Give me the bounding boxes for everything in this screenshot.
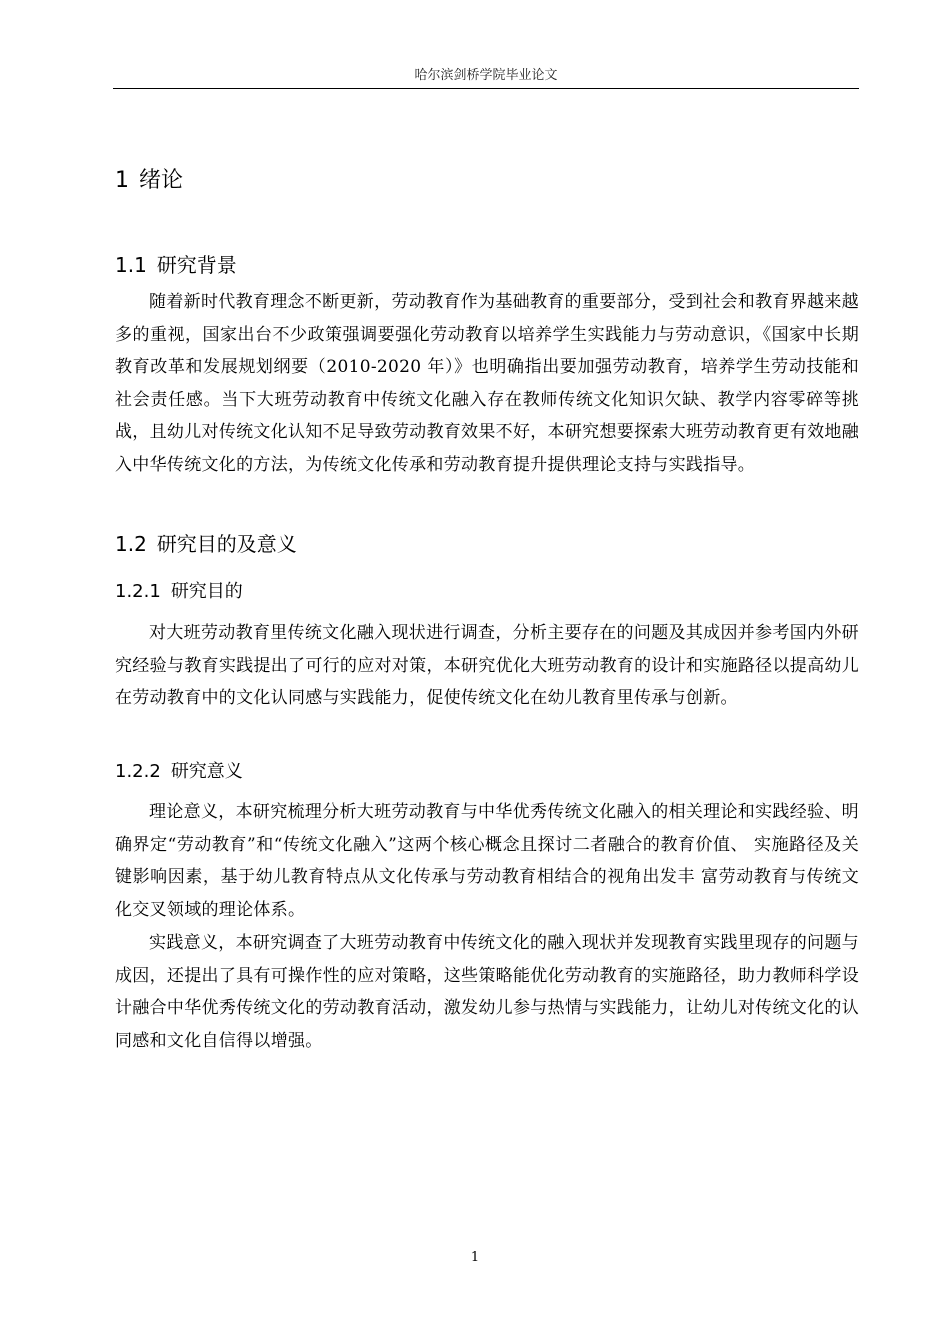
- chapter-number: 1: [115, 168, 129, 193]
- header-divider: [113, 88, 859, 89]
- subsection-title: 研究目的: [170, 581, 243, 602]
- subsection-heading-1-2-2: [115, 757, 243, 783]
- section-heading-1-2: [115, 528, 297, 557]
- chapter-heading: [115, 163, 183, 194]
- subsection-heading-1-2-1: [115, 577, 243, 603]
- subsection-number: 1.2.2: [115, 761, 161, 782]
- page-number: 1: [470, 1250, 480, 1265]
- section-number: 1.1: [115, 253, 147, 277]
- section-number: 1.2: [115, 532, 147, 556]
- running-header: 哈尔滨剑桥学院毕业论文: [414, 68, 558, 83]
- section-heading-1-1: [115, 249, 237, 278]
- paragraph-practical-significance: 实践意义，本研究调查了大班劳动教育中传统文化的融入现状并发现教育实践里现存的问题与成因，还提出了具有可操作性的应对策略，这些策略能优化劳动教育的实施路径，助力教师科学设计融合中华优秀传统文化的劳动教育活动，激发幼儿参与热情与实践能力，让幼儿对传统文化的认同感和文化自信得以增强。: [115, 933, 859, 1051]
- subsection-number: 1.2.1: [115, 581, 161, 602]
- paragraph-background: 随着新时代教育理念不断更新，劳动教育作为基础教育的重要部分，受到社会和教育界越来越多的重视，国家出台不少政策强调要强化劳动教育以培养学生实践能力与劳动意识，《国家中长期教育改革和发展规划纲要（2010-2020 年）》也明确指出要加强劳动教育，培养学生劳动技能和社会责任感。当下大班劳动教育中传统文化融入存在教师传统文化知识欠缺、教学内容零碎等挑战，且幼儿对传统文化认知不足导致劳动教育效果不好，本研究想要探索大班劳动教育更有效地融入中华传统文化的方法，为传统文化传承和劳动教育提升提供理论支持与实践指导。: [115, 292, 859, 475]
- section-title: 研究背景: [156, 253, 237, 277]
- chapter-title: 绪论: [139, 168, 184, 193]
- paragraph-purpose: 对大班劳动教育里传统文化融入现状进行调查，分析主要存在的问题及其成因并参考国内外研究经验与教育实践提出了可行的应对对策，本研究优化大班劳动教育的设计和实施路径以提高幼儿在劳动教育中的文化认同感与实践能力，促使传统文化在幼儿教育里传承与创新。: [115, 623, 859, 709]
- paragraph-theoretical-significance: 理论意义，本研究梳理分析大班劳动教育与中华优秀传统文化融入的相关理论和实践经验、明确界定“劳动教育”和“传统文化融入”这两个核心概念且探讨二者融合的教育价值、 实施路径及关键影响因素，基于幼儿教育特点从文化传承与劳动教育相结合的视角出发丰 富劳动教育与传统文化交叉领域的理论体系。: [115, 802, 859, 920]
- section-title: 研究目的及意义: [156, 532, 297, 556]
- subsection-title: 研究意义: [170, 761, 243, 782]
